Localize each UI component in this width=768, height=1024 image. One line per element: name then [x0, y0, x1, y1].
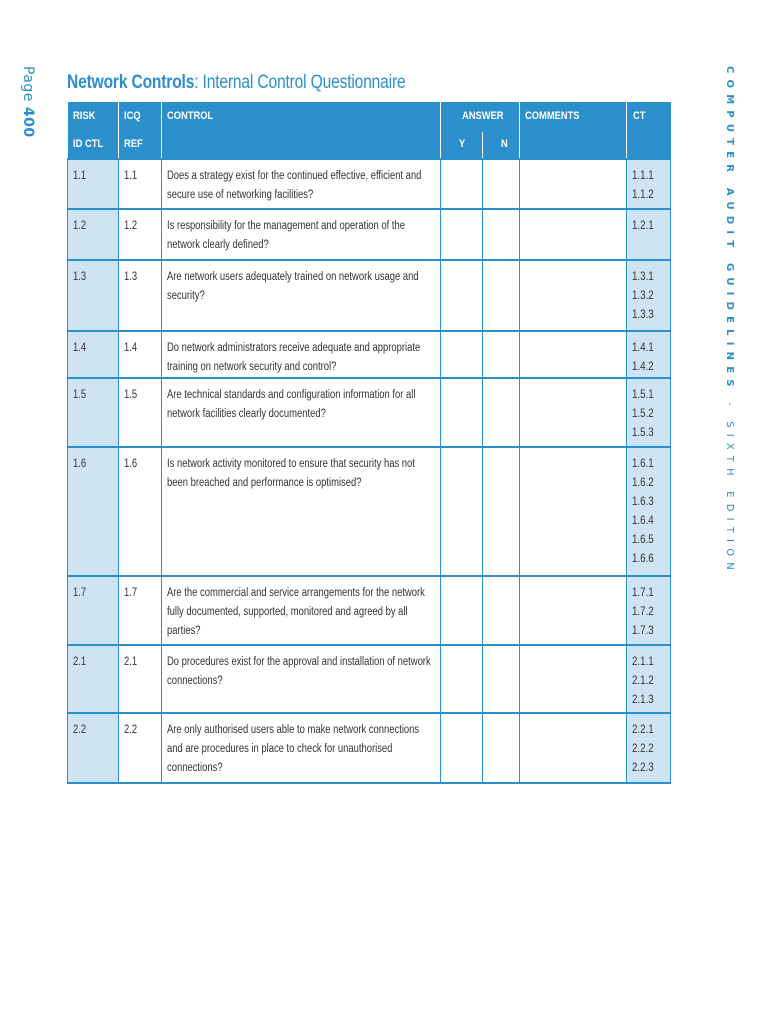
icq-ref-cell: 1.1 [119, 159, 162, 209]
ct-reference: 2.2.3 [632, 762, 654, 774]
header-answer-y: Y [459, 138, 466, 150]
answer-n-cell [483, 209, 520, 260]
table-row [68, 576, 671, 645]
answer-y-cell [441, 209, 483, 260]
answer-y-cell [441, 159, 483, 209]
risk-id-cell: 1.4 [68, 331, 119, 378]
ct-cell [627, 576, 671, 645]
comments-cell [520, 331, 627, 378]
answer-n-cell [483, 260, 520, 331]
comments-cell [520, 159, 627, 209]
ct-cell [627, 331, 671, 378]
book-edition: - SIXTH EDITION [724, 392, 735, 576]
icq-ref-cell: 1.5 [119, 378, 162, 447]
table-row [68, 209, 671, 260]
risk-id-cell: 1.3 [68, 260, 119, 331]
page-number-label [20, 66, 36, 138]
ct-cell [627, 260, 671, 331]
ct-reference: 2.1.3 [632, 694, 654, 706]
ct-cell [627, 209, 671, 260]
ct-reference: 1.3.2 [632, 290, 654, 302]
ct-reference: 1.1.1 [632, 170, 654, 182]
risk-id-cell: 2.1 [68, 645, 119, 713]
page-title-bold: Network Controls [67, 72, 195, 93]
header-icq-ref: ICQ REF [119, 102, 162, 159]
page-title [67, 72, 405, 94]
page-number: 400 [20, 106, 36, 138]
risk-id-cell: 1.1 [68, 159, 119, 209]
icq-ref-cell: 1.4 [119, 331, 162, 378]
answer-n-cell [483, 576, 520, 645]
ct-reference: 2.1.2 [632, 675, 654, 687]
ct-reference: 1.3.1 [632, 271, 654, 283]
ct-reference: 1.6.2 [632, 477, 654, 489]
answer-y-cell [441, 331, 483, 378]
table-row [68, 260, 671, 331]
table-header-row [68, 102, 671, 159]
comments-cell [520, 209, 627, 260]
comments-cell [520, 260, 627, 331]
risk-id-cell: 1.7 [68, 576, 119, 645]
ct-reference: 1.6.3 [632, 496, 654, 508]
page-title-rest: : Internal Control Questionnaire [194, 72, 406, 93]
risk-id-cell: 1.2 [68, 209, 119, 260]
ct-reference: 1.4.1 [632, 342, 654, 354]
ct-reference: 1.7.1 [632, 587, 654, 599]
table-row [68, 159, 671, 209]
control-questionnaire-table [67, 102, 671, 784]
ct-reference: 1.7.3 [632, 625, 654, 637]
ct-reference: 2.2.1 [632, 724, 654, 736]
icq-ref-cell: 2.1 [119, 645, 162, 713]
table-row [68, 447, 671, 576]
answer-n-cell [483, 713, 520, 783]
answer-n-cell [483, 645, 520, 713]
comments-cell [520, 713, 627, 783]
answer-y-cell [441, 260, 483, 331]
answer-y-cell [441, 378, 483, 447]
control-cell: Are network users adequately trained on network usage and security? [162, 260, 441, 331]
table-row [68, 713, 671, 783]
ct-reference: 1.6.1 [632, 458, 654, 470]
comments-cell [520, 378, 627, 447]
answer-n-cell [483, 331, 520, 378]
ct-reference: 1.4.2 [632, 361, 654, 373]
control-cell: Do network administrators receive adequate and appropriate training on network security and control? [162, 331, 441, 378]
answer-y-cell [441, 447, 483, 576]
header-answer: ANSWER Y N [441, 102, 520, 159]
control-cell: Is network activity monitored to ensure that security has not been breached and performance is optimised? [162, 447, 441, 576]
ct-reference: 1.6.6 [632, 553, 654, 565]
ct-reference: 1.5.1 [632, 389, 654, 401]
ct-cell [627, 713, 671, 783]
header-comments: COMMENTS [520, 102, 627, 159]
control-cell: Are the commercial and service arrangements for the network fully documented, supported, monitored and agreed by all parties? [162, 576, 441, 645]
table-row [68, 645, 671, 713]
icq-ref-cell: 2.2 [119, 713, 162, 783]
control-cell: Do procedures exist for the approval and installation of network connections? [162, 645, 441, 713]
ct-cell [627, 378, 671, 447]
answer-n-cell [483, 447, 520, 576]
answer-y-cell [441, 576, 483, 645]
control-cell: Are only authorised users able to make network connections and are procedures in place to check for unauthorised connections? [162, 713, 441, 783]
control-cell: Does a strategy exist for the continued effective, efficient and secure use of networking facilities? [162, 159, 441, 209]
header-control: CONTROL [162, 102, 441, 159]
ct-reference: 2.1.1 [632, 656, 654, 668]
ct-reference: 1.6.4 [632, 515, 654, 527]
book-title-running-head [724, 66, 735, 576]
icq-ref-cell: 1.2 [119, 209, 162, 260]
answer-n-cell [483, 378, 520, 447]
risk-id-cell: 1.6 [68, 447, 119, 576]
control-cell: Are technical standards and configuration information for all network facilities clearly documented? [162, 378, 441, 447]
comments-cell [520, 645, 627, 713]
book-title-bold: COMPUTER AUDIT GUIDELINES [724, 66, 735, 393]
header-answer-n: N [501, 138, 508, 150]
header-ct: CT [627, 102, 671, 159]
ct-reference: 1.1.2 [632, 189, 654, 201]
ct-cell [627, 447, 671, 576]
ct-reference: 1.5.3 [632, 427, 654, 439]
comments-cell [520, 447, 627, 576]
ct-cell [627, 159, 671, 209]
control-cell: Is responsibility for the management and operation of the network clearly defined? [162, 209, 441, 260]
answer-y-cell [441, 645, 483, 713]
ct-cell [627, 645, 671, 713]
ct-reference: 2.2.2 [632, 743, 654, 755]
header-risk-id: RISK ID CTL [68, 102, 119, 159]
ct-reference: 1.6.5 [632, 534, 654, 546]
comments-cell [520, 576, 627, 645]
icq-ref-cell: 1.7 [119, 576, 162, 645]
table-row [68, 331, 671, 378]
risk-id-cell: 1.5 [68, 378, 119, 447]
ct-reference: 1.3.3 [632, 309, 654, 321]
page-word: Page [20, 66, 36, 102]
table-row [68, 378, 671, 447]
ct-reference: 1.5.2 [632, 408, 654, 420]
answer-y-cell [441, 713, 483, 783]
ct-reference: 1.7.2 [632, 606, 654, 618]
icq-ref-cell: 1.3 [119, 260, 162, 331]
risk-id-cell: 2.2 [68, 713, 119, 783]
answer-n-cell [483, 159, 520, 209]
icq-ref-cell: 1.6 [119, 447, 162, 576]
ct-reference: 1.2.1 [632, 220, 654, 232]
